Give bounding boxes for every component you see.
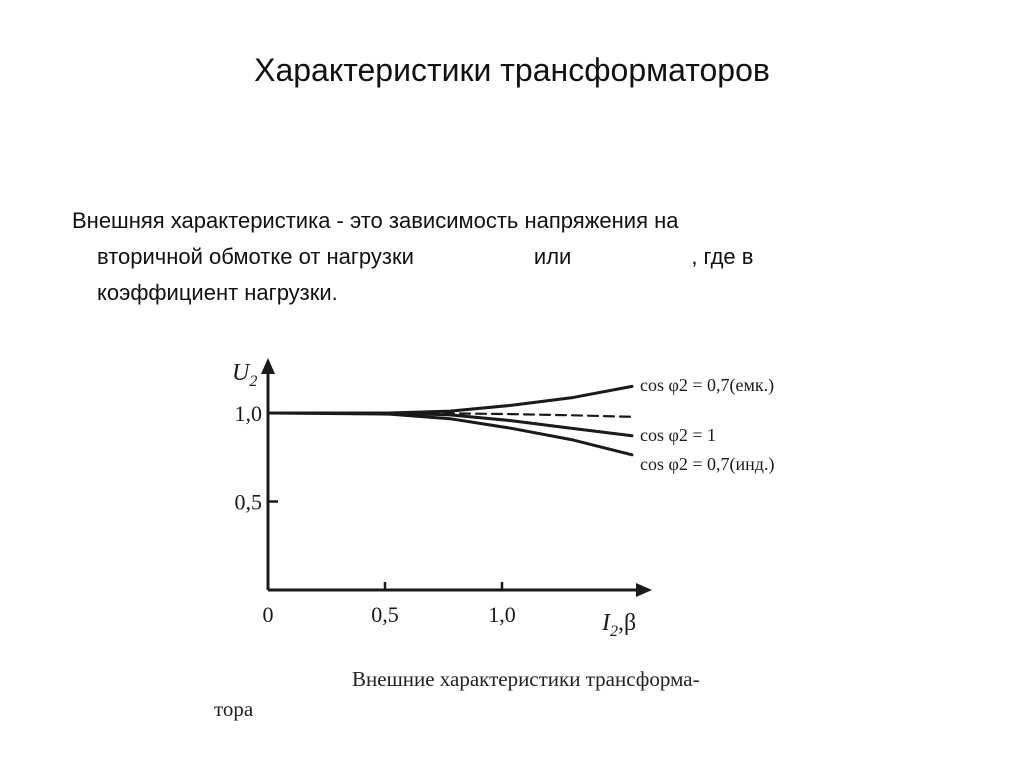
figure-caption-line-2: тора bbox=[214, 697, 254, 721]
series-line-0 bbox=[268, 386, 632, 413]
definition-line-3: коэффициент нагрузки. bbox=[97, 280, 338, 305]
x-tick-label-1: 0,5 bbox=[371, 602, 399, 627]
definition-line-1: Внешняя характеристика - это зависимость напряжения на bbox=[72, 208, 679, 233]
external-characteristics-figure bbox=[200, 340, 820, 750]
definition-line-2-end: , где в bbox=[691, 244, 754, 269]
x-tick-label-2: 1,0 bbox=[488, 602, 516, 627]
series-label-3: cos φ2 = 0,7(инд.) bbox=[640, 454, 775, 474]
figure-caption-line-1: Внешние характеристики трансформа- bbox=[352, 667, 700, 691]
definition-line-2 bbox=[72, 239, 952, 275]
y-tick-label-1: 1,0 bbox=[234, 401, 262, 426]
series-line-3 bbox=[268, 413, 632, 455]
x-axis-label: $I_2,\beta$ bbox=[602, 610, 637, 640]
series-label-0: cos φ2 = 0,7(емк.) bbox=[640, 375, 775, 395]
x-tick-label-0: 0 bbox=[262, 602, 274, 627]
y-axis-label: $U_2$ bbox=[232, 360, 258, 390]
slide-title: Характеристики трансформаторов bbox=[254, 52, 770, 88]
definition-text bbox=[72, 203, 952, 311]
definition-line-2-or: или bbox=[533, 244, 572, 269]
series-label-2: cos φ2 = 1 bbox=[640, 425, 717, 445]
y-tick-label-0: 0,5 bbox=[234, 489, 262, 515]
x-axis-arrow bbox=[636, 583, 652, 597]
y-axis-arrow bbox=[261, 358, 275, 374]
definition-line-2-start: вторичной обмотке от нагрузки bbox=[97, 244, 414, 269]
external-characteristics-chart bbox=[200, 340, 820, 660]
